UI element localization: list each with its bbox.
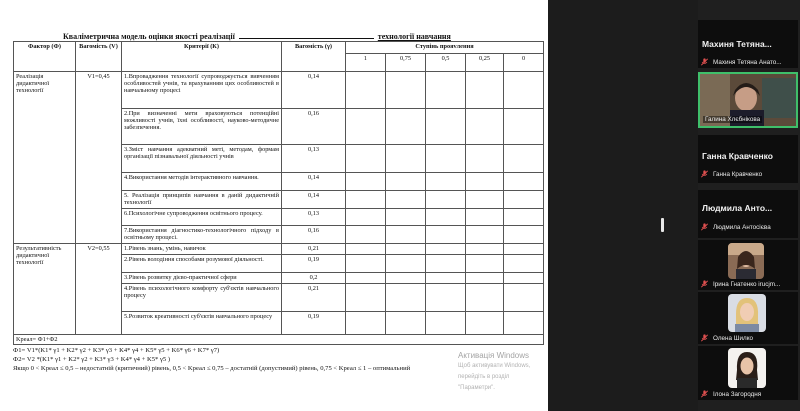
factor-cell: Результативність дидактичної технології	[14, 244, 76, 335]
criterion-weight: 0,2	[282, 273, 346, 284]
participant-name-row	[700, 170, 796, 178]
criterion-cell: 1.Впровадження технології супроводжується вивченням особливостей учнів, та врахуванням цих особливостей в навчальному процесі	[122, 72, 282, 109]
criterion-cell: 3.Зміст навчання адекватний меті, методам, формам організації пізнавальної діяльності учнів	[122, 145, 282, 173]
watermark-subtitle: Щоб активувати Windows, перейдіть в розділ "Параметри".	[458, 363, 531, 391]
header-criteria: Критерії (К)	[122, 42, 282, 72]
participant-tile[interactable]	[698, 240, 798, 290]
participant-name-row	[700, 223, 796, 231]
header-factor: Фактор (Ф)	[14, 42, 76, 72]
table-row	[14, 72, 544, 109]
qualimetric-table	[13, 41, 544, 345]
level-1: 1	[346, 54, 386, 72]
criterion-weight: 0,19	[282, 312, 346, 335]
gallery-scrollbar[interactable]	[661, 218, 664, 232]
mic-muted-icon	[700, 170, 709, 178]
criterion-weight: 0,14	[282, 173, 346, 191]
mic-muted-icon	[700, 280, 709, 288]
criterion-weight: 0,14	[282, 191, 346, 209]
avatar	[728, 243, 764, 279]
criterion-cell: 5. Реалізація принципів навчання в даній дидактичній технології	[122, 191, 282, 209]
level-0: 0	[504, 54, 544, 72]
title-prefix: Кваліметрична модель оцінки якості реалізації	[63, 31, 235, 41]
mic-muted-icon	[700, 223, 709, 231]
header-level: Ступінь прояvлення	[346, 42, 544, 54]
watermark-title: Активація Windows	[458, 351, 530, 360]
factor-weight-cell: V2=0,55	[76, 244, 122, 335]
participant-tile[interactable]	[698, 135, 798, 183]
participants-panel	[698, 0, 800, 411]
participant-name-row	[700, 58, 796, 66]
participant-name-row	[703, 116, 798, 123]
formula-levels: Якщо 0 < Kреал ≤ 0,5 – недостатній (критичний) рівень, 0,5 < Kреал ≤ 0,75 – достатній (допустимий) рівень, 0,75 < Kреал ≤ 1 – оптимальний	[13, 365, 411, 373]
criterion-cell: 4.Рівень психологічного комфорту суб'єктів навчального процесу	[122, 284, 282, 312]
factor-cell: Реалізація дидактичної технології	[14, 72, 76, 244]
participant-label: Махиня Тетяна Анато...	[713, 58, 782, 66]
criterion-cell: 2.При визначенні мети враховуються потенційні можливості учнів, їхні особливості, науково-методичне забезпечення.	[122, 109, 282, 145]
criterion-cell: 2.Рівень володіння способами розумової діяльності.	[122, 255, 282, 273]
formula-f1: Ф1= V1*(K1* γ1 + K2* γ2 + K3* γ3 + K4* γ4 + K5* γ5 + K6* γ6 + K7* γ7)	[13, 347, 220, 355]
factor-weight-cell: V1=0,45	[76, 72, 122, 244]
criterion-cell: 4.Використання методів інтерактивного навчання.	[122, 173, 282, 191]
participant-label: Ганна Кравченко	[713, 170, 763, 178]
formula-f2: Ф2= V2 *(K1* γ1 + K2* γ2 + K3* γ3 + K4* γ4 + K5* γ5 )	[13, 356, 171, 364]
meeting-background	[548, 0, 698, 411]
participant-tile[interactable]	[698, 346, 798, 400]
avatar	[728, 294, 766, 332]
participant-tile[interactable]	[698, 190, 798, 238]
document-page	[13, 27, 543, 374]
participant-video-tile[interactable]	[698, 72, 798, 128]
participant-tile[interactable]	[698, 292, 798, 344]
mic-muted-icon	[700, 390, 709, 398]
table-row	[14, 244, 544, 255]
document-title	[63, 27, 543, 41]
participant-label: Людмила Антосієва	[713, 223, 771, 231]
criterion-cell: 1.Рівень знань, умінь, навичок	[122, 244, 282, 255]
criterion-cell: 7.Використання діагностико-технологічного підходу в освітньому процесі.	[122, 226, 282, 244]
mic-muted-icon	[700, 58, 709, 66]
title-suffix: технології навчання	[377, 31, 451, 41]
windows-activation-watermark	[458, 350, 548, 394]
participant-label: Ірина Гнатенко irucjm...	[713, 280, 781, 288]
criterion-cell: 5.Розвиток креативності суб'єктів навчального процесу	[122, 312, 282, 335]
criterion-weight: 0,13	[282, 145, 346, 173]
table-row	[14, 335, 544, 345]
criterion-weight: 0,13	[282, 209, 346, 226]
header-weight-g: Вагомість (γ)	[282, 42, 346, 72]
criterion-weight: 0,21	[282, 244, 346, 255]
participant-tile[interactable]	[698, 20, 798, 68]
participant-label: Галина Хлєбнікова	[705, 116, 761, 123]
participant-name-row	[700, 334, 796, 342]
participant-name-row	[700, 390, 796, 398]
participant-name-row	[700, 280, 796, 288]
level-05: 0,5	[426, 54, 466, 72]
criterion-weight: 0,19	[282, 255, 346, 273]
criterion-weight: 0,14	[282, 72, 346, 109]
criterion-weight: 0,21	[282, 284, 346, 312]
level-025: 0,25	[466, 54, 504, 72]
title-blank-line	[239, 38, 374, 39]
header-weight-v: Вагомість (V)	[76, 42, 122, 72]
avatar	[728, 348, 766, 388]
level-075: 0,75	[386, 54, 426, 72]
total-cell: Kреал= Ф1+Ф2	[14, 335, 544, 345]
participant-label: Олена Шилко	[713, 334, 754, 342]
participant-display-name: Людмила Анто...	[702, 203, 773, 213]
participant-display-name: Махиня Тетяна...	[702, 39, 772, 49]
mic-muted-icon	[700, 334, 709, 342]
criterion-cell: 3.Рівень розвитку дієво-практичної сфери	[122, 273, 282, 284]
criterion-weight: 0,16	[282, 226, 346, 244]
criterion-cell: 6.Психологічне супроводження освітнього процесу.	[122, 209, 282, 226]
criterion-weight: 0,16	[282, 109, 346, 145]
participant-label: Ілона Загородня	[713, 390, 762, 398]
participant-display-name: Ганна Кравченко	[702, 151, 773, 161]
